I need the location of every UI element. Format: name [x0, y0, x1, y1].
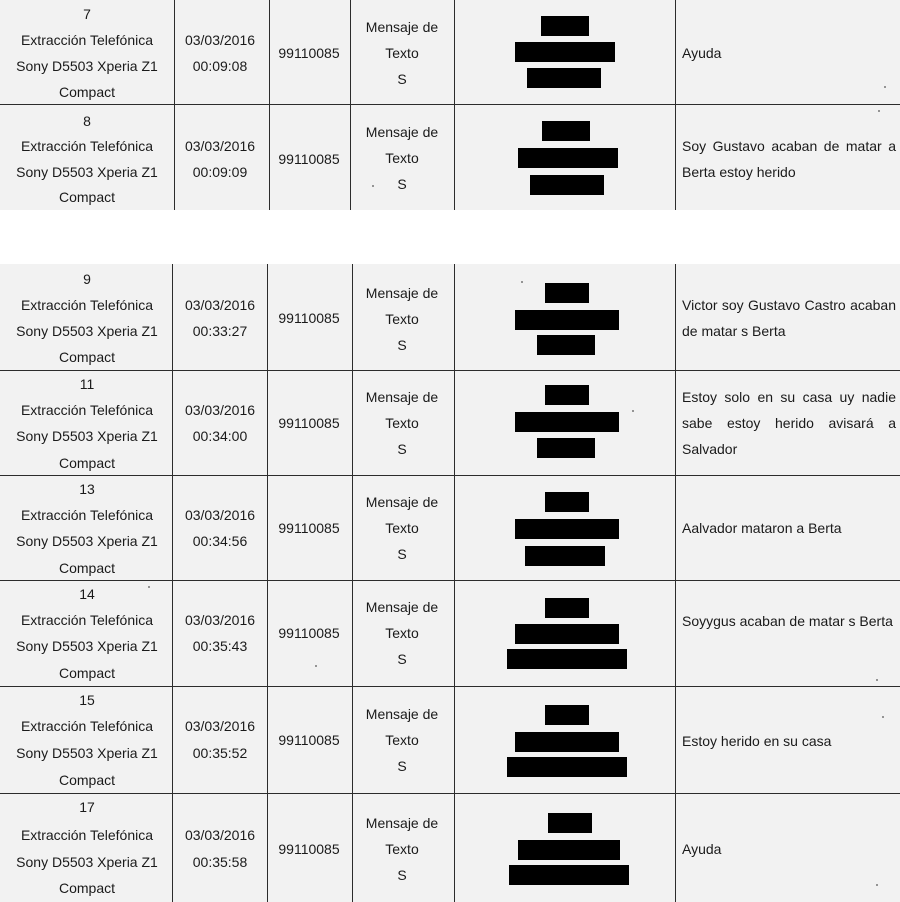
message-cell: Aalvador mataron a Berta [682, 520, 842, 536]
scan-speck [876, 884, 878, 886]
message-cell: Victor soy Gustavo Castro acaban de matar s Berta [682, 297, 896, 339]
source-line: Compact [58, 772, 116, 788]
redaction-bar [548, 813, 592, 833]
redaction-bar [537, 335, 595, 355]
date-cell: 03/03/2016 [184, 297, 256, 313]
message-cell: Estoy solo en su casa uy nadie sabe estoy herido avisará a Salvador [682, 389, 896, 457]
type-line: S [397, 758, 407, 774]
scan-speck [521, 281, 523, 283]
type-line: Texto [385, 520, 419, 536]
source-line: Sony D5503 Xperia Z1 [16, 164, 158, 180]
redaction-bar [545, 385, 589, 405]
redaction-bar [507, 757, 627, 777]
source-line: Extracción Telefónica [20, 402, 154, 418]
table-block-bottom [0, 264, 900, 902]
type-line: Mensaje de [365, 815, 439, 831]
row-id: 14 [79, 586, 95, 602]
type-line: Mensaje de [365, 389, 439, 405]
scan-speck [878, 110, 880, 112]
date-cell: 03/03/2016 [184, 612, 256, 628]
scan-speck [876, 679, 878, 681]
number-cell: 99110085 [278, 625, 340, 641]
date-cell: 03/03/2016 [184, 718, 256, 734]
number-cell: 99110085 [278, 310, 340, 326]
source-line: Compact [58, 455, 116, 471]
redaction-bar [515, 310, 619, 330]
type-line: Texto [385, 732, 419, 748]
source-line: Sony D5503 Xperia Z1 [16, 428, 158, 444]
scan-speck [882, 716, 884, 718]
redaction-bar [545, 705, 589, 725]
source-line: Sony D5503 Xperia Z1 [16, 854, 158, 870]
table-row [0, 264, 900, 370]
type-line: Texto [385, 841, 419, 857]
message-cell: Estoy herido en su casa [682, 733, 832, 749]
source-line: Sony D5503 Xperia Z1 [16, 323, 158, 339]
redaction-bar [515, 412, 619, 432]
table-row [0, 105, 900, 210]
date-cell: 03/03/2016 [184, 138, 256, 154]
row-id: 17 [79, 799, 95, 815]
number-cell: 99110085 [278, 151, 340, 167]
source-line: Compact [58, 189, 116, 205]
type-line: Texto [385, 625, 419, 641]
redaction-bar [527, 68, 601, 88]
row-id: 8 [83, 113, 91, 129]
source-line: Compact [58, 560, 116, 576]
table-row [0, 0, 900, 104]
source-line: Compact [58, 349, 116, 365]
type-line: S [397, 337, 407, 353]
number-cell: 99110085 [278, 732, 340, 748]
row-id: 7 [83, 6, 91, 22]
row-id: 11 [79, 376, 95, 392]
type-line: S [397, 176, 407, 192]
source-line: Compact [58, 880, 116, 896]
source-line: Extracción Telefónica [20, 507, 154, 523]
redaction-bar [515, 42, 615, 62]
message-cell: Soyygus acaban de matar s Berta [682, 613, 893, 629]
type-line: S [397, 71, 407, 87]
redaction-bar [515, 624, 619, 644]
number-cell: 99110085 [278, 415, 340, 431]
redaction-bar [545, 492, 589, 512]
table-row [0, 371, 900, 475]
redaction-bar [545, 598, 589, 618]
table-row [0, 687, 900, 793]
scan-speck [632, 410, 634, 412]
redaction-bar [509, 865, 629, 885]
source-line: Sony D5503 Xperia Z1 [16, 58, 158, 74]
redaction-bar [518, 148, 618, 168]
time-cell: 00:33:27 [192, 323, 248, 339]
type-line: Mensaje de [365, 285, 439, 301]
redaction-bar [542, 121, 590, 141]
type-line: S [397, 867, 407, 883]
message-cell: Ayuda [682, 45, 722, 61]
scan-speck [148, 586, 150, 588]
table-row [0, 476, 900, 580]
type-line: S [397, 546, 407, 562]
redaction-bar [530, 175, 604, 195]
row-id: 15 [79, 692, 95, 708]
time-cell: 00:35:52 [192, 745, 248, 761]
scan-speck [884, 86, 886, 88]
type-line: Mensaje de [365, 706, 439, 722]
redaction-bar [525, 546, 605, 566]
source-line: Extracción Telefónica [20, 612, 154, 628]
source-line: Extracción Telefónica [20, 718, 154, 734]
redaction-bar [545, 283, 589, 303]
time-cell: 00:09:09 [192, 164, 248, 180]
number-cell: 99110085 [278, 520, 340, 536]
time-cell: 00:35:58 [192, 854, 248, 870]
row-id: 9 [83, 271, 91, 287]
type-line: Mensaje de [365, 19, 439, 35]
source-line: Compact [58, 665, 116, 681]
source-line: Sony D5503 Xperia Z1 [16, 638, 158, 654]
row-id: 13 [79, 481, 95, 497]
number-cell: 99110085 [278, 45, 340, 61]
source-line: Compact [58, 84, 116, 100]
table-block-top [0, 0, 900, 210]
source-line: Extracción Telefónica [20, 827, 154, 843]
message-cell: Soy Gustavo acaban de matar a Berta estoy herido [682, 138, 896, 180]
redaction-bar [541, 16, 589, 36]
message-cell: Ayuda [682, 841, 722, 857]
type-line: Mensaje de [365, 599, 439, 615]
date-cell: 03/03/2016 [184, 507, 256, 523]
time-cell: 00:35:43 [192, 638, 248, 654]
time-cell: 00:34:00 [192, 428, 248, 444]
source-line: Sony D5503 Xperia Z1 [16, 745, 158, 761]
type-line: Mensaje de [365, 494, 439, 510]
table-row [0, 581, 900, 686]
source-line: Extracción Telefónica [20, 138, 154, 154]
redaction-bar [507, 649, 627, 669]
type-line: Texto [385, 415, 419, 431]
redaction-bar [515, 732, 619, 752]
type-line: S [397, 441, 407, 457]
type-line: Texto [385, 45, 419, 61]
source-line: Extracción Telefónica [20, 32, 154, 48]
date-cell: 03/03/2016 [184, 402, 256, 418]
date-cell: 03/03/2016 [184, 32, 256, 48]
redaction-bar [537, 438, 595, 458]
time-cell: 00:34:56 [192, 533, 248, 549]
type-line: S [397, 651, 407, 667]
type-line: Texto [385, 311, 419, 327]
scan-speck [315, 665, 317, 667]
redaction-bar [518, 840, 620, 860]
source-line: Extracción Telefónica [20, 297, 154, 313]
redaction-bar [515, 519, 619, 539]
table-row [0, 794, 900, 902]
type-line: Texto [385, 150, 419, 166]
type-line: Mensaje de [365, 124, 439, 140]
scan-speck [372, 185, 374, 187]
number-cell: 99110085 [278, 841, 340, 857]
date-cell: 03/03/2016 [184, 827, 256, 843]
source-line: Sony D5503 Xperia Z1 [16, 533, 158, 549]
time-cell: 00:09:08 [192, 58, 248, 74]
